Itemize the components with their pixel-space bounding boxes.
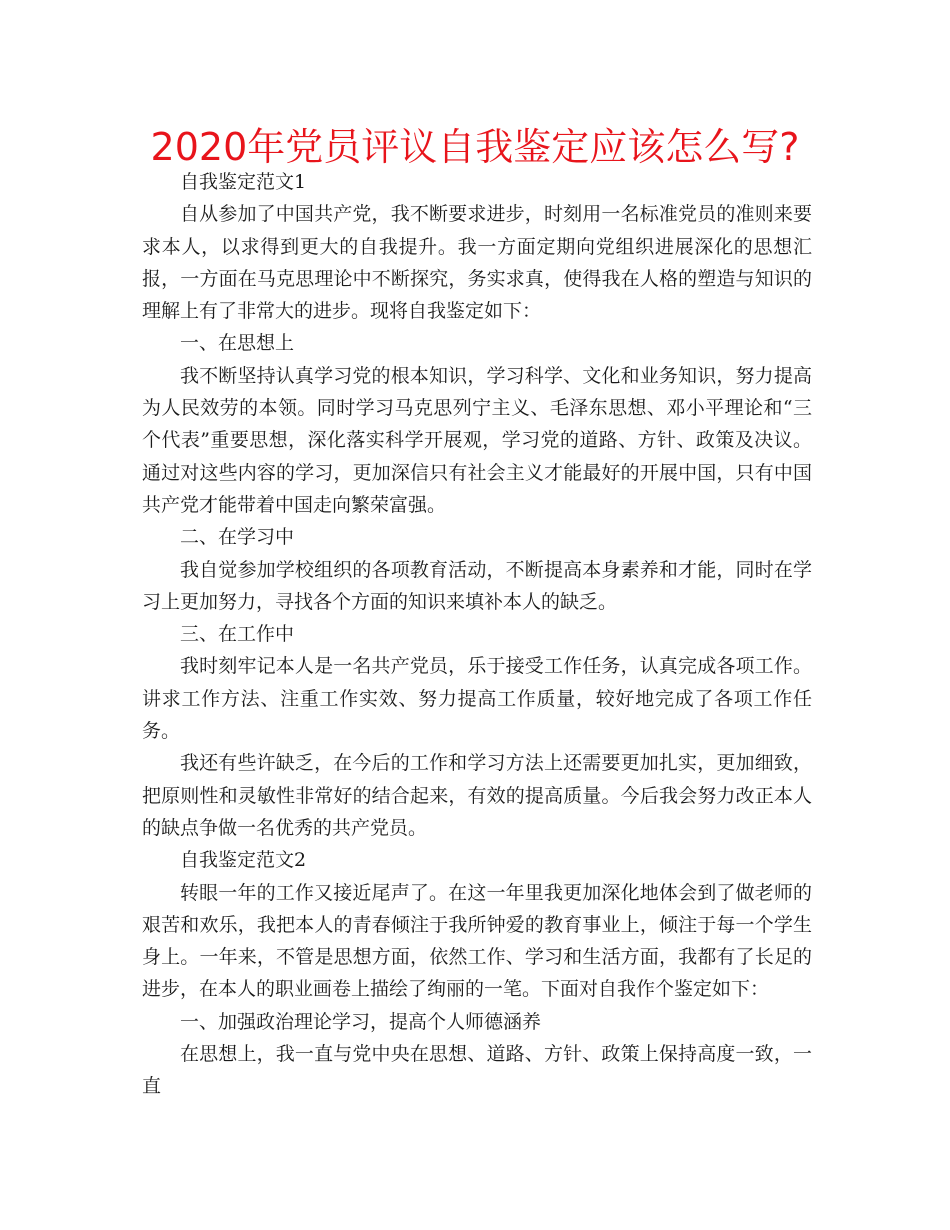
paragraph-year-review: 转眼一年的工作又接近尾声了。在这一年里我更加深化地体会到了做老师的艰苦和欢乐，我把本人的青春倾注于我所钟爱的教育事业上，倾注于每一个学生身上。一年来，不管是思想方面，依然工作、学习和生活方面，我都有了长足的进步，在本人的职业画卷上描绘了绚丽的一笔。下面对自我作个鉴定如下：: [142, 881, 812, 1001]
section-heading-work: 三、在工作中: [180, 623, 295, 646]
document-body: [142, 166, 812, 1103]
section-heading-sample-1: 自我鉴定范文1: [180, 171, 307, 193]
section-heading-thought: 一、在思想上: [180, 332, 295, 355]
paragraph-thought: 我不断坚持认真学习党的根本知识，学习科学、文化和业务知识，努力提高为人民效劳的本领。同时学习马克思列宁主义、毛泽东思想、邓小平理论和“三个代表”重要思想，深化落实科学开展观，学习党的道路、方针、政策及决议。通过对这些内容的学习，更加深信只有社会主义才能最好的开展中国，只有中国共产党才能带着中国走向繁荣富强。: [142, 364, 812, 516]
paragraph-intro: 自从参加了中国共产党，我不断要求进步，时刻用一名标准党员的准则来要求本人，以求得到更大的自我提升。我一方面定期向党组织进展深化的思想汇报，一方面在马克思理论中不断探究，务实求真，使得我在人格的塑造与知识的理解上有了非常大的进步。现将自我鉴定如下：: [142, 203, 812, 323]
paragraph-shortcomings: 我还有些许缺乏，在今后的工作和学习方法上还需要更加扎实，更加细致，把原则性和灵敏性非常好的结合起来，有效的提高质量。今后我会努力改正本人的缺点争做一名优秀的共产党员。: [142, 752, 812, 839]
section-heading-study: 二、在学习中: [180, 526, 295, 549]
section-heading-politics: 一、加强政治理论学习，提高个人师德涵养: [180, 1010, 542, 1033]
section-heading-sample-2: 自我鉴定范文2: [180, 849, 307, 872]
paragraph-study: 我自觉参加学校组织的各项教育活动，不断提高本身素养和才能，同时在学习上更加努力，寻找各个方面的知识来填补本人的缺乏。: [142, 558, 812, 613]
paragraph-work: 我时刻牢记本人是一名共产党员，乐于接受工作任务，认真完成各项工作。讲求工作方法、注重工作实效、努力提高工作质量，较好地完成了各项工作任务。: [142, 655, 812, 743]
document-title: 2020年党员评议自我鉴定应该怎么写?: [150, 125, 800, 169]
paragraph-politics: 在思想上，我一直与党中央在思想、道路、方针、政策上保持高度一致，一直: [142, 1043, 812, 1098]
